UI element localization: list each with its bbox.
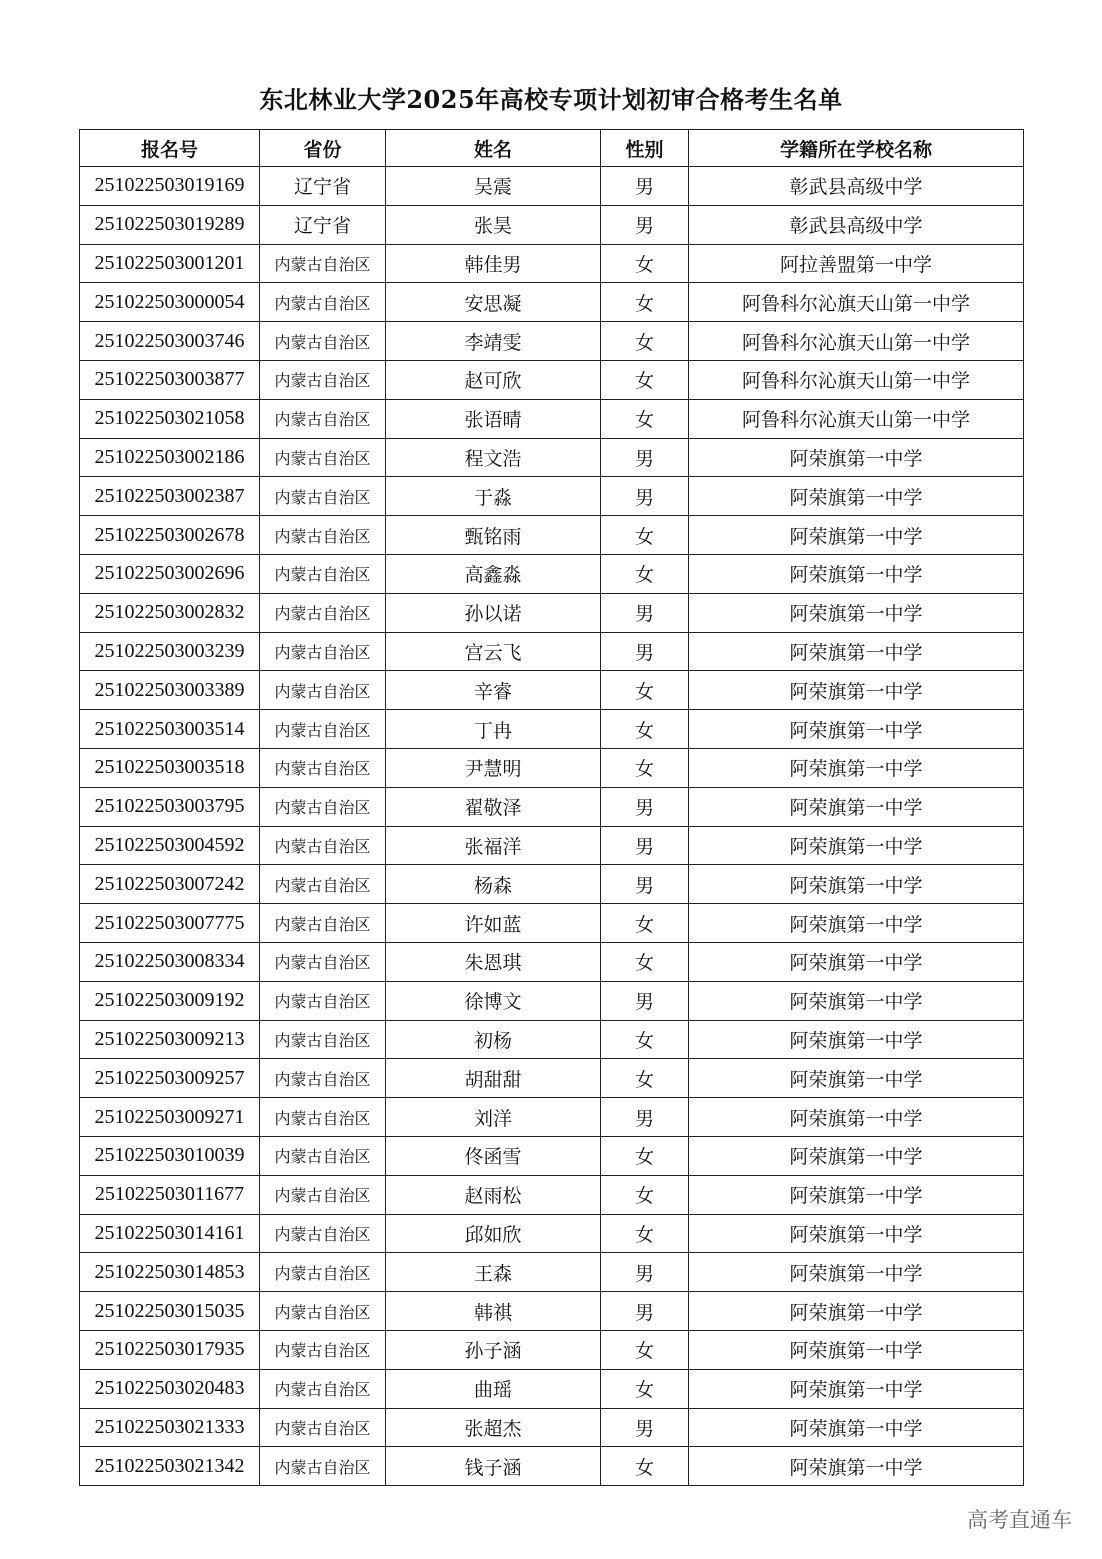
gender-cell: 女 xyxy=(601,1447,689,1486)
name-cell: 辛睿 xyxy=(386,671,601,710)
school-cell: 阿荣旗第一中学 xyxy=(689,865,1024,904)
province-cell: 内蒙古自治区 xyxy=(260,1059,386,1098)
name-cell: 初杨 xyxy=(386,1020,601,1059)
gender-cell: 男 xyxy=(601,167,689,206)
province-cell: 辽宁省 xyxy=(260,205,386,244)
table-row xyxy=(80,942,1024,981)
registration-no-cell: 251022503019169 xyxy=(80,167,260,206)
table-row xyxy=(80,516,1024,555)
registration-no-cell: 251022503009192 xyxy=(80,981,260,1020)
registration-no-cell: 251022503011677 xyxy=(80,1175,260,1214)
registration-no-cell: 251022503015035 xyxy=(80,1292,260,1331)
province-cell: 内蒙古自治区 xyxy=(260,1253,386,1292)
table-row xyxy=(80,710,1024,749)
registration-no-cell: 251022503002832 xyxy=(80,593,260,632)
table-row xyxy=(80,205,1024,244)
province-cell: 内蒙古自治区 xyxy=(260,671,386,710)
name-cell: 吴震 xyxy=(386,167,601,206)
gender-cell: 女 xyxy=(601,1020,689,1059)
registration-no-cell: 251022503017935 xyxy=(80,1330,260,1369)
school-cell: 阿鲁科尔沁旗天山第一中学 xyxy=(689,360,1024,399)
name-cell: 佟函雪 xyxy=(386,1136,601,1175)
column-header-province: 省份 xyxy=(260,130,386,167)
name-cell: 甄铭雨 xyxy=(386,516,601,555)
registration-no-cell: 251022503014853 xyxy=(80,1253,260,1292)
province-cell: 内蒙古自治区 xyxy=(260,593,386,632)
school-cell: 阿荣旗第一中学 xyxy=(689,1175,1024,1214)
province-cell: 内蒙古自治区 xyxy=(260,632,386,671)
school-cell: 阿荣旗第一中学 xyxy=(689,710,1024,749)
province-cell: 内蒙古自治区 xyxy=(260,244,386,283)
gender-cell: 女 xyxy=(601,1214,689,1253)
registration-no-cell: 251022503003239 xyxy=(80,632,260,671)
table-row xyxy=(80,981,1024,1020)
school-cell: 阿荣旗第一中学 xyxy=(689,1098,1024,1137)
gender-cell: 女 xyxy=(601,1059,689,1098)
school-cell: 阿荣旗第一中学 xyxy=(689,748,1024,787)
name-cell: 孙子涵 xyxy=(386,1330,601,1369)
table-row xyxy=(80,1175,1024,1214)
school-cell: 阿荣旗第一中学 xyxy=(689,593,1024,632)
province-cell: 内蒙古自治区 xyxy=(260,1098,386,1137)
gender-cell: 男 xyxy=(601,1253,689,1292)
registration-no-cell: 251022503007242 xyxy=(80,865,260,904)
table-row xyxy=(80,787,1024,826)
table-row xyxy=(80,477,1024,516)
province-cell: 内蒙古自治区 xyxy=(260,710,386,749)
registration-no-cell: 251022503001201 xyxy=(80,244,260,283)
school-cell: 阿荣旗第一中学 xyxy=(689,671,1024,710)
name-cell: 韩佳男 xyxy=(386,244,601,283)
gender-cell: 男 xyxy=(601,787,689,826)
gender-cell: 女 xyxy=(601,1175,689,1214)
name-cell: 张福洋 xyxy=(386,826,601,865)
name-cell: 徐博文 xyxy=(386,981,601,1020)
school-cell: 阿鲁科尔沁旗天山第一中学 xyxy=(689,399,1024,438)
registration-no-cell: 251022503003518 xyxy=(80,748,260,787)
gender-cell: 女 xyxy=(601,283,689,322)
school-cell: 阿荣旗第一中学 xyxy=(689,1214,1024,1253)
province-cell: 内蒙古自治区 xyxy=(260,1330,386,1369)
candidate-table xyxy=(79,129,1024,1486)
table-row xyxy=(80,748,1024,787)
province-cell: 内蒙古自治区 xyxy=(260,981,386,1020)
table-body xyxy=(80,167,1024,1486)
table-row xyxy=(80,322,1024,361)
school-cell: 阿荣旗第一中学 xyxy=(689,1330,1024,1369)
school-cell: 阿荣旗第一中学 xyxy=(689,787,1024,826)
gender-cell: 男 xyxy=(601,477,689,516)
registration-no-cell: 251022503007775 xyxy=(80,904,260,943)
name-cell: 张语晴 xyxy=(386,399,601,438)
registration-no-cell: 251022503009213 xyxy=(80,1020,260,1059)
table-row xyxy=(80,1292,1024,1331)
name-cell: 于淼 xyxy=(386,477,601,516)
registration-no-cell: 251022503002678 xyxy=(80,516,260,555)
province-cell: 内蒙古自治区 xyxy=(260,516,386,555)
name-cell: 高鑫淼 xyxy=(386,554,601,593)
name-cell: 刘洋 xyxy=(386,1098,601,1137)
table-row xyxy=(80,1369,1024,1408)
school-cell: 阿荣旗第一中学 xyxy=(689,826,1024,865)
table-row xyxy=(80,554,1024,593)
province-cell: 辽宁省 xyxy=(260,167,386,206)
province-cell: 内蒙古自治区 xyxy=(260,865,386,904)
name-cell: 曲瑶 xyxy=(386,1369,601,1408)
province-cell: 内蒙古自治区 xyxy=(260,322,386,361)
table-row xyxy=(80,1059,1024,1098)
school-cell: 彰武县高级中学 xyxy=(689,205,1024,244)
table-row xyxy=(80,399,1024,438)
column-header-gender: 性别 xyxy=(601,130,689,167)
name-cell: 张昊 xyxy=(386,205,601,244)
school-cell: 阿荣旗第一中学 xyxy=(689,1369,1024,1408)
gender-cell: 男 xyxy=(601,438,689,477)
school-cell: 阿荣旗第一中学 xyxy=(689,1136,1024,1175)
name-cell: 赵可欣 xyxy=(386,360,601,399)
table-row xyxy=(80,1447,1024,1486)
registration-no-cell: 251022503002186 xyxy=(80,438,260,477)
name-cell: 张超杰 xyxy=(386,1408,601,1447)
name-cell: 胡甜甜 xyxy=(386,1059,601,1098)
watermark: 高考直通车 xyxy=(967,1508,1072,1532)
gender-cell: 女 xyxy=(601,710,689,749)
school-cell: 阿荣旗第一中学 xyxy=(689,438,1024,477)
gender-cell: 男 xyxy=(601,826,689,865)
province-cell: 内蒙古自治区 xyxy=(260,554,386,593)
table-row xyxy=(80,1020,1024,1059)
gender-cell: 男 xyxy=(601,1408,689,1447)
school-cell: 阿荣旗第一中学 xyxy=(689,477,1024,516)
registration-no-cell: 251022503008334 xyxy=(80,942,260,981)
province-cell: 内蒙古自治区 xyxy=(260,360,386,399)
table-row xyxy=(80,360,1024,399)
gender-cell: 男 xyxy=(601,1292,689,1331)
table-row xyxy=(80,244,1024,283)
table-row xyxy=(80,904,1024,943)
province-cell: 内蒙古自治区 xyxy=(260,1214,386,1253)
name-cell: 邱如欣 xyxy=(386,1214,601,1253)
province-cell: 内蒙古自治区 xyxy=(260,1447,386,1486)
province-cell: 内蒙古自治区 xyxy=(260,438,386,477)
table-row xyxy=(80,1330,1024,1369)
province-cell: 内蒙古自治区 xyxy=(260,1369,386,1408)
province-cell: 内蒙古自治区 xyxy=(260,1175,386,1214)
name-cell: 丁冉 xyxy=(386,710,601,749)
table-row xyxy=(80,671,1024,710)
school-cell: 阿拉善盟第一中学 xyxy=(689,244,1024,283)
province-cell: 内蒙古自治区 xyxy=(260,1136,386,1175)
school-cell: 阿荣旗第一中学 xyxy=(689,981,1024,1020)
table-row xyxy=(80,167,1024,206)
gender-cell: 女 xyxy=(601,244,689,283)
table-row xyxy=(80,1408,1024,1447)
gender-cell: 女 xyxy=(601,942,689,981)
name-cell: 程文浩 xyxy=(386,438,601,477)
table-row xyxy=(80,1214,1024,1253)
school-cell: 彰武县高级中学 xyxy=(689,167,1024,206)
gender-cell: 男 xyxy=(601,632,689,671)
registration-no-cell: 251022503020483 xyxy=(80,1369,260,1408)
name-cell: 杨森 xyxy=(386,865,601,904)
school-cell: 阿荣旗第一中学 xyxy=(689,554,1024,593)
school-cell: 阿荣旗第一中学 xyxy=(689,904,1024,943)
column-header-name: 姓名 xyxy=(386,130,601,167)
name-cell: 宫云飞 xyxy=(386,632,601,671)
school-cell: 阿鲁科尔沁旗天山第一中学 xyxy=(689,283,1024,322)
registration-no-cell: 251022503019289 xyxy=(80,205,260,244)
name-cell: 朱恩琪 xyxy=(386,942,601,981)
registration-no-cell: 251022503010039 xyxy=(80,1136,260,1175)
gender-cell: 女 xyxy=(601,322,689,361)
column-header-registration-no: 报名号 xyxy=(80,130,260,167)
gender-cell: 女 xyxy=(601,1330,689,1369)
school-cell: 阿荣旗第一中学 xyxy=(689,1059,1024,1098)
registration-no-cell: 251022503000054 xyxy=(80,283,260,322)
registration-no-cell: 251022503014161 xyxy=(80,1214,260,1253)
gender-cell: 女 xyxy=(601,516,689,555)
gender-cell: 女 xyxy=(601,1369,689,1408)
province-cell: 内蒙古自治区 xyxy=(260,477,386,516)
table-row xyxy=(80,593,1024,632)
table-row xyxy=(80,1136,1024,1175)
school-cell: 阿荣旗第一中学 xyxy=(689,516,1024,555)
school-cell: 阿荣旗第一中学 xyxy=(689,1253,1024,1292)
school-cell: 阿荣旗第一中学 xyxy=(689,1020,1024,1059)
table-row xyxy=(80,632,1024,671)
registration-no-cell: 251022503003795 xyxy=(80,787,260,826)
registration-no-cell: 251022503021342 xyxy=(80,1447,260,1486)
table-row xyxy=(80,865,1024,904)
registration-no-cell: 251022503009257 xyxy=(80,1059,260,1098)
name-cell: 尹慧明 xyxy=(386,748,601,787)
school-cell: 阿荣旗第一中学 xyxy=(689,1408,1024,1447)
school-cell: 阿荣旗第一中学 xyxy=(689,942,1024,981)
registration-no-cell: 251022503003746 xyxy=(80,322,260,361)
name-cell: 李靖雯 xyxy=(386,322,601,361)
province-cell: 内蒙古自治区 xyxy=(260,1292,386,1331)
name-cell: 赵雨松 xyxy=(386,1175,601,1214)
name-cell: 钱子涵 xyxy=(386,1447,601,1486)
province-cell: 内蒙古自治区 xyxy=(260,826,386,865)
registration-no-cell: 251022503009271 xyxy=(80,1098,260,1137)
province-cell: 内蒙古自治区 xyxy=(260,748,386,787)
gender-cell: 女 xyxy=(601,671,689,710)
gender-cell: 女 xyxy=(601,360,689,399)
province-cell: 内蒙古自治区 xyxy=(260,942,386,981)
registration-no-cell: 251022503004592 xyxy=(80,826,260,865)
registration-no-cell: 251022503021333 xyxy=(80,1408,260,1447)
gender-cell: 女 xyxy=(601,748,689,787)
gender-cell: 男 xyxy=(601,205,689,244)
table-row xyxy=(80,1098,1024,1137)
school-cell: 阿鲁科尔沁旗天山第一中学 xyxy=(689,322,1024,361)
registration-no-cell: 251022503021058 xyxy=(80,399,260,438)
registration-no-cell: 251022503003877 xyxy=(80,360,260,399)
registration-no-cell: 251022503003389 xyxy=(80,671,260,710)
registration-no-cell: 251022503002696 xyxy=(80,554,260,593)
name-cell: 翟敬泽 xyxy=(386,787,601,826)
table-row xyxy=(80,1253,1024,1292)
gender-cell: 女 xyxy=(601,554,689,593)
gender-cell: 男 xyxy=(601,1098,689,1137)
name-cell: 许如蓝 xyxy=(386,904,601,943)
gender-cell: 女 xyxy=(601,399,689,438)
table-row xyxy=(80,438,1024,477)
name-cell: 韩祺 xyxy=(386,1292,601,1331)
name-cell: 孙以诺 xyxy=(386,593,601,632)
table-row xyxy=(80,283,1024,322)
column-header-school: 学籍所在学校名称 xyxy=(689,130,1024,167)
province-cell: 内蒙古自治区 xyxy=(260,787,386,826)
gender-cell: 男 xyxy=(601,593,689,632)
table-row xyxy=(80,826,1024,865)
province-cell: 内蒙古自治区 xyxy=(260,283,386,322)
province-cell: 内蒙古自治区 xyxy=(260,1020,386,1059)
province-cell: 内蒙古自治区 xyxy=(260,904,386,943)
gender-cell: 女 xyxy=(601,1136,689,1175)
gender-cell: 男 xyxy=(601,865,689,904)
registration-no-cell: 251022503002387 xyxy=(80,477,260,516)
gender-cell: 男 xyxy=(601,981,689,1020)
registration-no-cell: 251022503003514 xyxy=(80,710,260,749)
name-cell: 安思凝 xyxy=(386,283,601,322)
table-header-row xyxy=(80,130,1024,167)
province-cell: 内蒙古自治区 xyxy=(260,1408,386,1447)
school-cell: 阿荣旗第一中学 xyxy=(689,1447,1024,1486)
school-cell: 阿荣旗第一中学 xyxy=(689,1292,1024,1331)
document-title: 东北林业大学2025年高校专项计划初审合格考生名单 xyxy=(259,85,843,114)
name-cell: 王森 xyxy=(386,1253,601,1292)
gender-cell: 女 xyxy=(601,904,689,943)
school-cell: 阿荣旗第一中学 xyxy=(689,632,1024,671)
province-cell: 内蒙古自治区 xyxy=(260,399,386,438)
